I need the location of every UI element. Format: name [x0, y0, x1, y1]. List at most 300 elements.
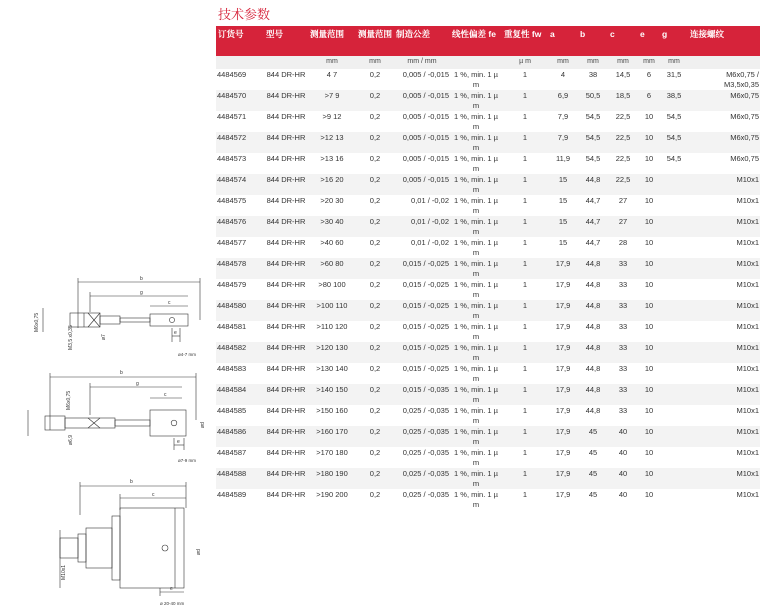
- unit-cell: [688, 56, 760, 69]
- cell-e: 10: [638, 447, 660, 468]
- table-row: [216, 300, 760, 321]
- cell-res: 0,2: [356, 426, 394, 447]
- cell-rep: 1: [502, 153, 548, 174]
- cell-lin: 1 %, min. 1 µ m: [450, 111, 502, 132]
- cell-res: 0,2: [356, 300, 394, 321]
- cell-e: 10: [638, 279, 660, 300]
- cell-range: >180 190: [308, 468, 356, 489]
- cell-g: [660, 237, 688, 258]
- cell-a: 17,9: [548, 363, 578, 384]
- cell-c: 40: [608, 426, 638, 447]
- cell-a: 17,9: [548, 279, 578, 300]
- cell-lin: 1 %, min. 1 µ m: [450, 279, 502, 300]
- cell-rep: 1: [502, 363, 548, 384]
- cell-rep: 1: [502, 237, 548, 258]
- unit-cell: [264, 56, 308, 69]
- cell-order: 4484574: [216, 174, 264, 195]
- cell-model: 844 DR-HR: [264, 237, 308, 258]
- d2-b-label: b: [120, 370, 123, 376]
- cell-rep: 1: [502, 279, 548, 300]
- cell-model: 844 DR-HR: [264, 342, 308, 363]
- cell-c: 22,5: [608, 174, 638, 195]
- unit-cell: mm: [660, 56, 688, 69]
- cell-lin: 1 %, min. 1 µ m: [450, 132, 502, 153]
- cell-res: 0,2: [356, 468, 394, 489]
- table-row: [216, 69, 760, 90]
- cell-tol: 0,005 / -0,015: [394, 111, 450, 132]
- cell-b: 45: [578, 468, 608, 489]
- d1-g-label: g: [140, 290, 143, 296]
- cell-tol: 0,025 / -0,035: [394, 447, 450, 468]
- cell-lin: 1 %, min. 1 µ m: [450, 153, 502, 174]
- cell-tol: 0,025 / -0,035: [394, 426, 450, 447]
- d2-da: ø6,9: [68, 434, 74, 445]
- cell-order: 4484571: [216, 111, 264, 132]
- cell-g: [660, 468, 688, 489]
- cell-res: 0,2: [356, 174, 394, 195]
- table-row: [216, 237, 760, 258]
- cell-thread: M10x1: [688, 447, 760, 468]
- cell-order: 4484578: [216, 258, 264, 279]
- cell-b: 44,8: [578, 405, 608, 426]
- cell-b: 44,7: [578, 237, 608, 258]
- cell-g: [660, 174, 688, 195]
- cell-c: 33: [608, 342, 638, 363]
- drawing-4-7mm: [0, 270, 212, 613]
- cell-c: 33: [608, 405, 638, 426]
- d1-thread1: M6x0,75: [34, 312, 40, 332]
- d1-b-label: b: [140, 276, 143, 282]
- cell-res: 0,2: [356, 132, 394, 153]
- cell-a: 17,9: [548, 489, 578, 510]
- cell-lin: 1 %, min. 1 µ m: [450, 384, 502, 405]
- table-row: [216, 90, 760, 111]
- cell-range: >150 160: [308, 405, 356, 426]
- cell-res: 0,2: [356, 237, 394, 258]
- cell-lin: 1 %, min. 1 µ m: [450, 258, 502, 279]
- cell-model: 844 DR-HR: [264, 300, 308, 321]
- cell-a: 15: [548, 216, 578, 237]
- cell-thread: M6x0,75 / M3,5x0,35: [688, 69, 760, 90]
- table-row: [216, 363, 760, 384]
- cell-rep: 1: [502, 405, 548, 426]
- cell-b: 44,8: [578, 258, 608, 279]
- technical-drawings: [0, 270, 212, 613]
- cell-model: 844 DR-HR: [264, 468, 308, 489]
- cell-lin: 1 %, min. 1 µ m: [450, 237, 502, 258]
- cell-tol: 0,025 / -0,035: [394, 489, 450, 510]
- col-model: 型号: [264, 26, 308, 56]
- cell-thread: M6x0,75: [688, 111, 760, 132]
- cell-g: 54,5: [660, 111, 688, 132]
- cell-res: 0,2: [356, 279, 394, 300]
- cell-g: [660, 216, 688, 237]
- cell-b: 54,5: [578, 111, 608, 132]
- cell-b: 45: [578, 447, 608, 468]
- cell-range: >12 13: [308, 132, 356, 153]
- cell-a: 17,9: [548, 258, 578, 279]
- cell-b: 50,5: [578, 90, 608, 111]
- cell-model: 844 DR-HR: [264, 195, 308, 216]
- cell-range: >120 130: [308, 342, 356, 363]
- cell-b: 44,8: [578, 342, 608, 363]
- cell-e: 10: [638, 321, 660, 342]
- table-row: [216, 279, 760, 300]
- cell-thread: M10x1: [688, 363, 760, 384]
- cell-rep: 1: [502, 111, 548, 132]
- unit-cell: mm: [578, 56, 608, 69]
- cell-res: 0,2: [356, 111, 394, 132]
- cell-c: 33: [608, 300, 638, 321]
- cell-a: 7,9: [548, 132, 578, 153]
- cell-order: 4484589: [216, 489, 264, 510]
- cell-g: [660, 258, 688, 279]
- cell-order: 4484582: [216, 342, 264, 363]
- cell-e: 10: [638, 405, 660, 426]
- table-row: [216, 111, 760, 132]
- cell-rep: 1: [502, 258, 548, 279]
- d2-e-label: e: [177, 439, 180, 445]
- table-row: [216, 489, 760, 510]
- cell-g: [660, 342, 688, 363]
- cell-lin: 1 %, min. 1 µ m: [450, 468, 502, 489]
- cell-model: 844 DR-HR: [264, 321, 308, 342]
- cell-rep: 1: [502, 300, 548, 321]
- cell-rep: 1: [502, 195, 548, 216]
- cell-order: 4484586: [216, 426, 264, 447]
- cell-c: 33: [608, 321, 638, 342]
- cell-tol: 0,005 / -0,015: [394, 69, 450, 90]
- d3-e-label: e: [170, 586, 173, 592]
- cell-e: 10: [638, 237, 660, 258]
- cell-order: 4484576: [216, 216, 264, 237]
- table-row: [216, 384, 760, 405]
- cell-thread: M10x1: [688, 321, 760, 342]
- cell-range: >16 20: [308, 174, 356, 195]
- cell-range: >13 16: [308, 153, 356, 174]
- cell-tol: 0,015 / -0,025: [394, 258, 450, 279]
- cell-lin: 1 %, min. 1 µ m: [450, 426, 502, 447]
- cell-c: 40: [608, 489, 638, 510]
- cell-res: 0,2: [356, 405, 394, 426]
- cell-g: [660, 195, 688, 216]
- cell-thread: M6x0,75: [688, 132, 760, 153]
- cell-tol: 0,01 / -0,02: [394, 216, 450, 237]
- cell-range: >20 30: [308, 195, 356, 216]
- d1-c-label: c: [168, 300, 171, 306]
- unit-cell: mm: [638, 56, 660, 69]
- cell-c: 18,5: [608, 90, 638, 111]
- cell-res: 0,2: [356, 153, 394, 174]
- cell-a: 15: [548, 237, 578, 258]
- cell-b: 38: [578, 69, 608, 90]
- cell-order: 4484580: [216, 300, 264, 321]
- cell-e: 10: [638, 111, 660, 132]
- cell-rep: 1: [502, 342, 548, 363]
- cell-a: 17,9: [548, 447, 578, 468]
- cell-e: 10: [638, 426, 660, 447]
- cell-a: 17,9: [548, 300, 578, 321]
- unit-cell: [450, 56, 502, 69]
- cell-g: 54,5: [660, 132, 688, 153]
- cell-g: [660, 384, 688, 405]
- table-row: [216, 342, 760, 363]
- cell-rep: 1: [502, 90, 548, 111]
- cell-thread: M10x1: [688, 279, 760, 300]
- col-linearity: 线性偏差 fe: [450, 26, 502, 56]
- cell-order: 4484588: [216, 468, 264, 489]
- col-range-2: 测量范围: [356, 26, 394, 56]
- unit-cell: mm: [548, 56, 578, 69]
- cell-order: 4484579: [216, 279, 264, 300]
- cell-g: [660, 426, 688, 447]
- cell-tol: 0,005 / -0,015: [394, 174, 450, 195]
- cell-range: >190 200: [308, 489, 356, 510]
- cell-g: [660, 279, 688, 300]
- cell-thread: M10x1: [688, 300, 760, 321]
- cell-order: 4484573: [216, 153, 264, 174]
- cell-tol: 0,015 / -0,025: [394, 342, 450, 363]
- cell-lin: 1 %, min. 1 µ m: [450, 174, 502, 195]
- col-c: c: [608, 26, 638, 56]
- cell-rep: 1: [502, 426, 548, 447]
- cell-lin: 1 %, min. 1 µ m: [450, 447, 502, 468]
- cell-e: 10: [638, 489, 660, 510]
- table-row: [216, 447, 760, 468]
- cell-c: 33: [608, 258, 638, 279]
- cell-thread: M10x1: [688, 342, 760, 363]
- d3-b-label: b: [130, 479, 133, 485]
- d2-g-label: g: [136, 381, 139, 387]
- col-thread: 连接螺纹: [688, 26, 760, 56]
- cell-lin: 1 %, min. 1 µ m: [450, 216, 502, 237]
- header-row: [216, 26, 760, 56]
- cell-order: 4484569: [216, 69, 264, 90]
- cell-model: 844 DR-HR: [264, 363, 308, 384]
- cell-c: 33: [608, 363, 638, 384]
- cell-range: >7 9: [308, 90, 356, 111]
- unit-cell: mm: [356, 56, 394, 69]
- cell-model: 844 DR-HR: [264, 405, 308, 426]
- cell-order: 4484585: [216, 405, 264, 426]
- cell-range: >60 80: [308, 258, 356, 279]
- cell-thread: M10x1: [688, 258, 760, 279]
- d1-thread2: M3,5 x0,35: [68, 325, 74, 350]
- cell-model: 844 DR-HR: [264, 111, 308, 132]
- cell-c: 14,5: [608, 69, 638, 90]
- cell-tol: 0,025 / -0,035: [394, 468, 450, 489]
- cell-c: 40: [608, 447, 638, 468]
- cell-a: 7,9: [548, 111, 578, 132]
- cell-e: 10: [638, 363, 660, 384]
- d1-e-label: e: [174, 330, 177, 336]
- cell-a: 17,9: [548, 468, 578, 489]
- cell-tol: 0,01 / -0,02: [394, 237, 450, 258]
- cell-rep: 1: [502, 69, 548, 90]
- unit-cell: [216, 56, 264, 69]
- table-row: [216, 195, 760, 216]
- cell-range: >30 40: [308, 216, 356, 237]
- units-row: [216, 56, 760, 69]
- cell-rep: 1: [502, 489, 548, 510]
- cell-g: [660, 447, 688, 468]
- col-g: g: [660, 26, 688, 56]
- cell-b: 45: [578, 426, 608, 447]
- d2-caption: ø7-9 mm: [178, 458, 196, 463]
- d2-c-label: c: [164, 392, 167, 398]
- cell-a: 17,9: [548, 405, 578, 426]
- cell-c: 22,5: [608, 132, 638, 153]
- unit-cell: mm: [608, 56, 638, 69]
- cell-b: 44,7: [578, 216, 608, 237]
- cell-c: 40: [608, 468, 638, 489]
- cell-range: >80 100: [308, 279, 356, 300]
- cell-c: 27: [608, 216, 638, 237]
- cell-tol: 0,005 / -0,015: [394, 132, 450, 153]
- cell-model: 844 DR-HR: [264, 174, 308, 195]
- cell-range: 4 7: [308, 69, 356, 90]
- cell-order: 4484577: [216, 237, 264, 258]
- cell-a: 15: [548, 195, 578, 216]
- table-row: [216, 321, 760, 342]
- cell-res: 0,2: [356, 69, 394, 90]
- cell-order: 4484584: [216, 384, 264, 405]
- cell-lin: 1 %, min. 1 µ m: [450, 69, 502, 90]
- col-repeatability: 重复性 fw: [502, 26, 548, 56]
- cell-res: 0,2: [356, 489, 394, 510]
- cell-lin: 1 %, min. 1 µ m: [450, 321, 502, 342]
- cell-e: 10: [638, 216, 660, 237]
- cell-g: [660, 321, 688, 342]
- cell-range: >140 150: [308, 384, 356, 405]
- cell-e: 10: [638, 342, 660, 363]
- cell-model: 844 DR-HR: [264, 216, 308, 237]
- cell-rep: 1: [502, 216, 548, 237]
- cell-range: >160 170: [308, 426, 356, 447]
- cell-c: 22,5: [608, 111, 638, 132]
- table-row: [216, 132, 760, 153]
- d3-c-label: c: [152, 492, 155, 498]
- cell-lin: 1 %, min. 1 µ m: [450, 90, 502, 111]
- cell-e: 10: [638, 174, 660, 195]
- cell-range: >9 12: [308, 111, 356, 132]
- cell-res: 0,2: [356, 384, 394, 405]
- cell-order: 4484572: [216, 132, 264, 153]
- cell-res: 0,2: [356, 447, 394, 468]
- cell-rep: 1: [502, 132, 548, 153]
- d2-dd: ød: [200, 422, 206, 428]
- cell-a: 6,9: [548, 90, 578, 111]
- cell-tol: 0,005 / -0,015: [394, 90, 450, 111]
- cell-res: 0,2: [356, 216, 394, 237]
- cell-a: 15: [548, 174, 578, 195]
- cell-thread: M6x0,75: [688, 90, 760, 111]
- cell-rep: 1: [502, 468, 548, 489]
- table-row: [216, 405, 760, 426]
- cell-thread: M10x1: [688, 405, 760, 426]
- cell-e: 10: [638, 153, 660, 174]
- cell-g: 38,5: [660, 90, 688, 111]
- cell-tol: 0,015 / -0,025: [394, 321, 450, 342]
- cell-e: 10: [638, 195, 660, 216]
- cell-res: 0,2: [356, 258, 394, 279]
- cell-g: [660, 489, 688, 510]
- cell-res: 0,2: [356, 363, 394, 384]
- cell-model: 844 DR-HR: [264, 258, 308, 279]
- cell-lin: 1 %, min. 1 µ m: [450, 363, 502, 384]
- cell-thread: M6x0,75: [688, 153, 760, 174]
- cell-c: 33: [608, 384, 638, 405]
- d1-da: ø7: [101, 334, 107, 340]
- unit-cell: mm / mm: [394, 56, 450, 69]
- d2-thread1: M6x0,75: [66, 390, 72, 410]
- cell-thread: M10x1: [688, 489, 760, 510]
- cell-e: 6: [638, 90, 660, 111]
- cell-e: 10: [638, 258, 660, 279]
- cell-tol: 0,005 / -0,015: [394, 153, 450, 174]
- cell-tol: 0,015 / -0,035: [394, 384, 450, 405]
- cell-c: 28: [608, 237, 638, 258]
- table-row: [216, 216, 760, 237]
- cell-thread: M10x1: [688, 384, 760, 405]
- cell-thread: M10x1: [688, 468, 760, 489]
- col-b: b: [578, 26, 608, 56]
- cell-range: >110 120: [308, 321, 356, 342]
- unit-cell: µ m: [502, 56, 548, 69]
- spec-table: [216, 26, 760, 510]
- cell-c: 22,5: [608, 153, 638, 174]
- col-order-no: 订货号: [216, 26, 264, 56]
- cell-order: 4484587: [216, 447, 264, 468]
- cell-res: 0,2: [356, 90, 394, 111]
- cell-model: 844 DR-HR: [264, 489, 308, 510]
- cell-lin: 1 %, min. 1 µ m: [450, 195, 502, 216]
- cell-tol: 0,015 / -0,025: [394, 279, 450, 300]
- cell-range: >170 180: [308, 447, 356, 468]
- cell-order: 4484581: [216, 321, 264, 342]
- cell-model: 844 DR-HR: [264, 153, 308, 174]
- table-row: [216, 258, 760, 279]
- cell-tol: 0,01 / -0,02: [394, 195, 450, 216]
- cell-thread: M10x1: [688, 426, 760, 447]
- cell-g: [660, 300, 688, 321]
- col-e: e: [638, 26, 660, 56]
- cell-range: >40 60: [308, 237, 356, 258]
- cell-e: 10: [638, 132, 660, 153]
- cell-tol: 0,015 / -0,025: [394, 300, 450, 321]
- cell-thread: M10x1: [688, 174, 760, 195]
- cell-tol: 0,015 / -0,025: [394, 363, 450, 384]
- cell-tol: 0,025 / -0,035: [394, 405, 450, 426]
- cell-lin: 1 %, min. 1 µ m: [450, 489, 502, 510]
- col-range: 测量范围: [308, 26, 356, 56]
- table-row: [216, 468, 760, 489]
- table-row: [216, 174, 760, 195]
- cell-order: 4484583: [216, 363, 264, 384]
- cell-b: 44,8: [578, 384, 608, 405]
- cell-a: 17,9: [548, 321, 578, 342]
- cell-e: 10: [638, 300, 660, 321]
- cell-b: 54,5: [578, 153, 608, 174]
- cell-a: 17,9: [548, 426, 578, 447]
- d3-dd: ød: [196, 549, 202, 555]
- cell-b: 54,5: [578, 132, 608, 153]
- d3-thread1: M10x1: [61, 564, 67, 580]
- d3-caption: ø 20-40 mm: [160, 601, 185, 606]
- cell-g: 31,5: [660, 69, 688, 90]
- cell-lin: 1 %, min. 1 µ m: [450, 405, 502, 426]
- cell-g: [660, 405, 688, 426]
